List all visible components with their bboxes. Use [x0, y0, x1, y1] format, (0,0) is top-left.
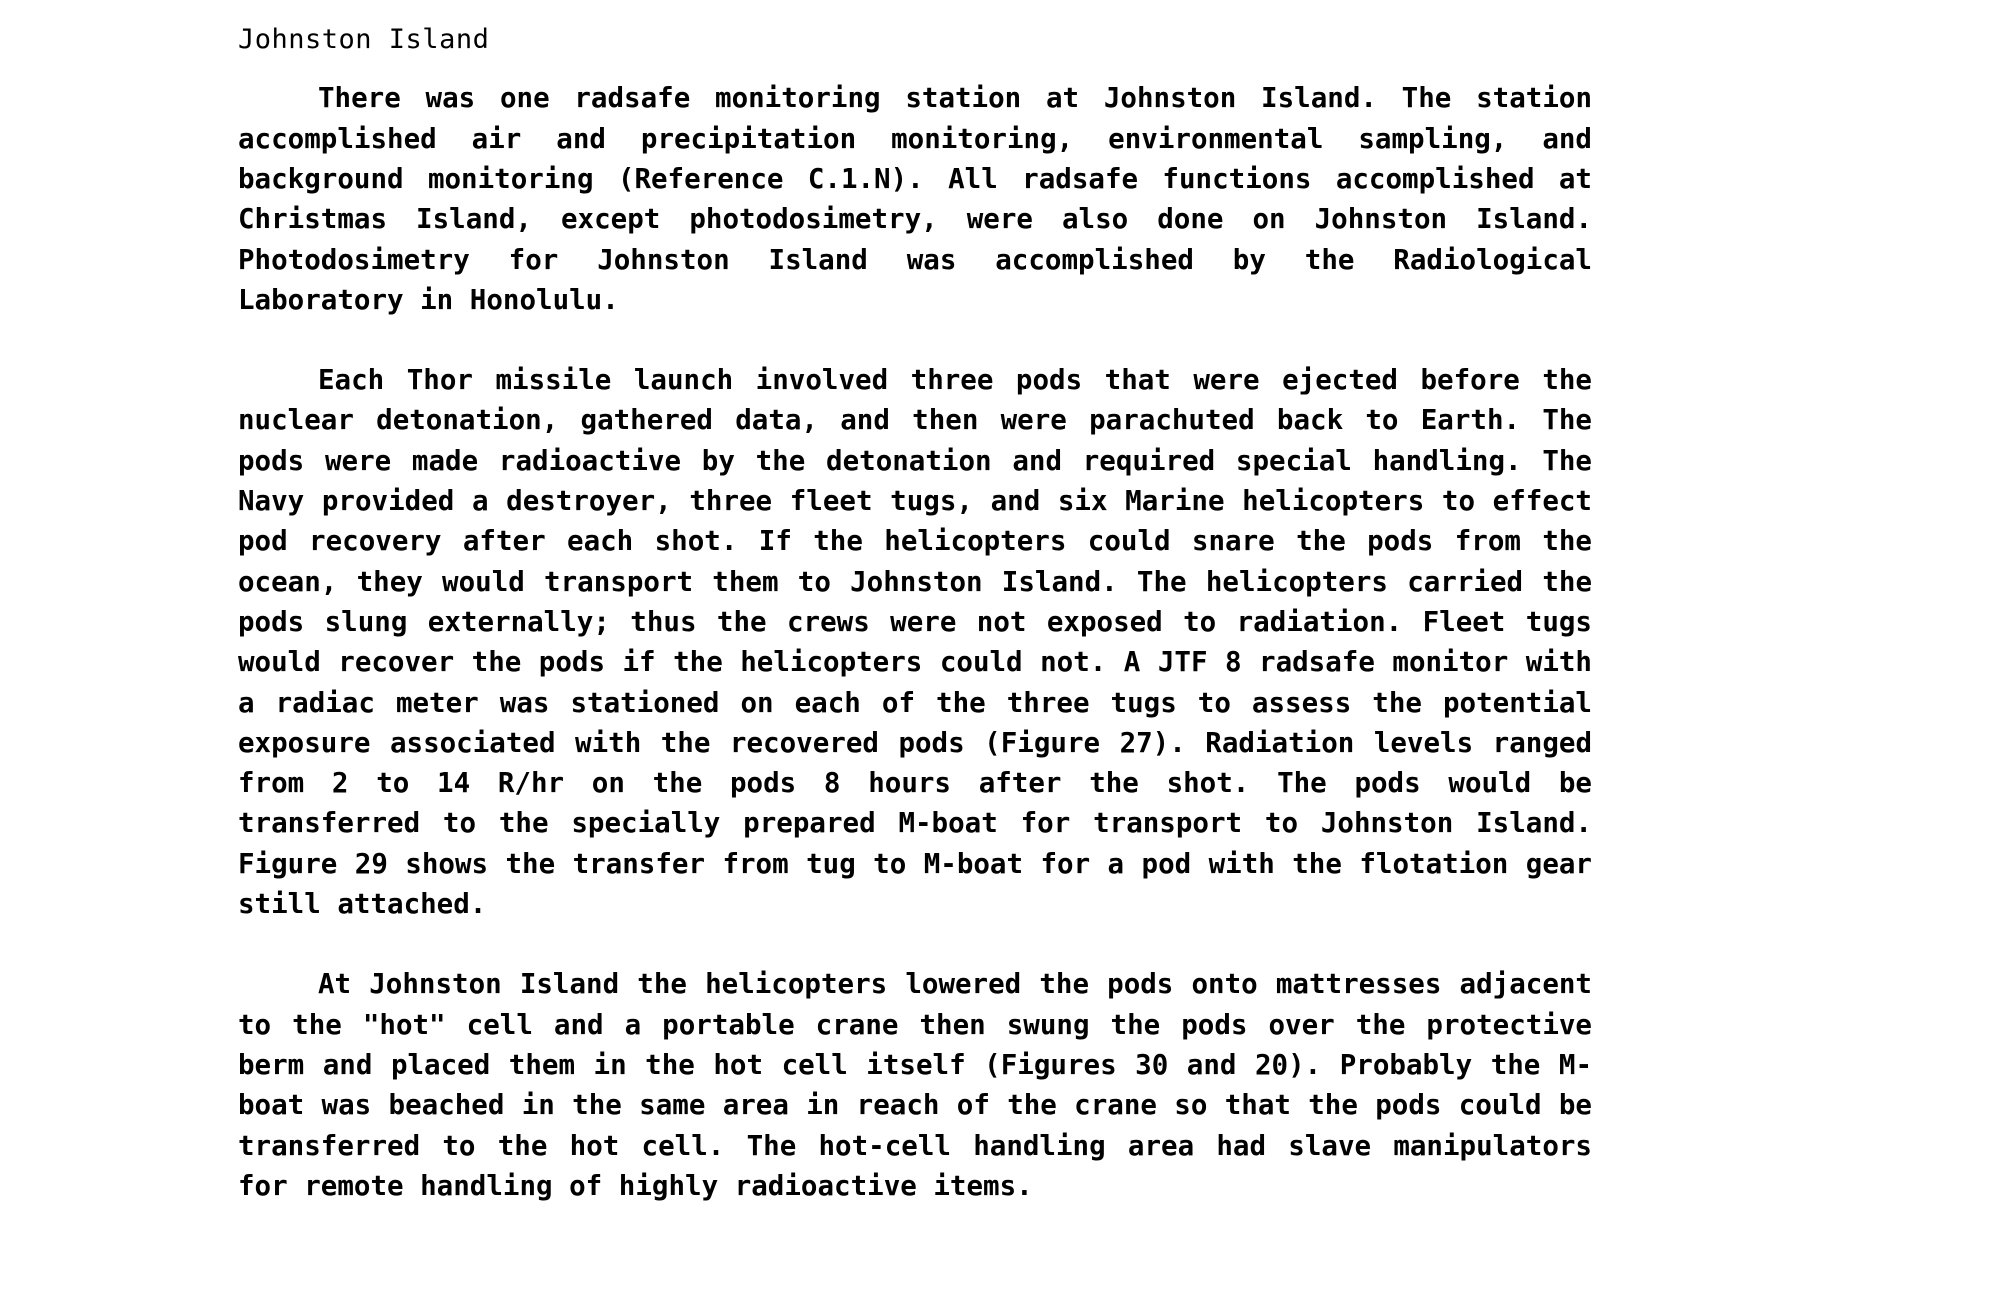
heading-spacer: [0, 56, 2000, 78]
section-heading: Johnston Island: [238, 24, 490, 55]
paragraph-2: Each Thor missile launch involved three pods that were ejected before the nuclear detonation, gathered data, and then were parachuted back to Earth. The pods were made radioactive by the detonation and required special handling. The Navy provided a destroyer, three fleet tugs, and six Marine helicopters to effect pod recovery after each shot. If the helicopters could snare the pods from the ocean, they would transport them to Johnston Island. The helicopters carried the pods slung externally; thus the crews were not exposed to radiation. Fleet tugs would recover the pods if the helicopters could not. A JTF 8 radsafe monitor with a radiac meter was stationed on each of the three tugs to assess the potential exposure associated with the recovered pods (Figure 27). Radiation levels ranged from 2 to 14 R/hr on the pods 8 hours after the shot. The pods would be transferred to the specially prepared M-boat for transport to Johnston Island. Figure 29 shows the transfer from tug to M-boat for a pod with the flotation gear still attached.: [238, 364, 1592, 921]
document-body: [238, 78, 1592, 1206]
paragraph-3: At Johnston Island the helicopters lowered the pods onto mattresses adjacent to the "hot" cell and a portable crane then swung the pods over the protective berm and placed them in the hot cell itself (Figures 30 and 20). Probably the M-boat was beached in the same area in reach of the crane so that the pods could be transferred to the hot cell. The hot-cell handling area had slave manipulators for remote handling of highly radioactive items.: [238, 968, 1592, 1202]
paragraph-1: There was one radsafe monitoring station at Johnston Island. The station accomplished air and precipitation monitoring, environmental sampling, and background monitoring (Reference C.1.N). All radsafe functions accomplished at Christmas Island, except photodosimetry, were also done on Johnston Island. Photodosimetry for Johnston Island was accomplished by the Radiological Laboratory in Honolulu.: [238, 82, 1592, 316]
